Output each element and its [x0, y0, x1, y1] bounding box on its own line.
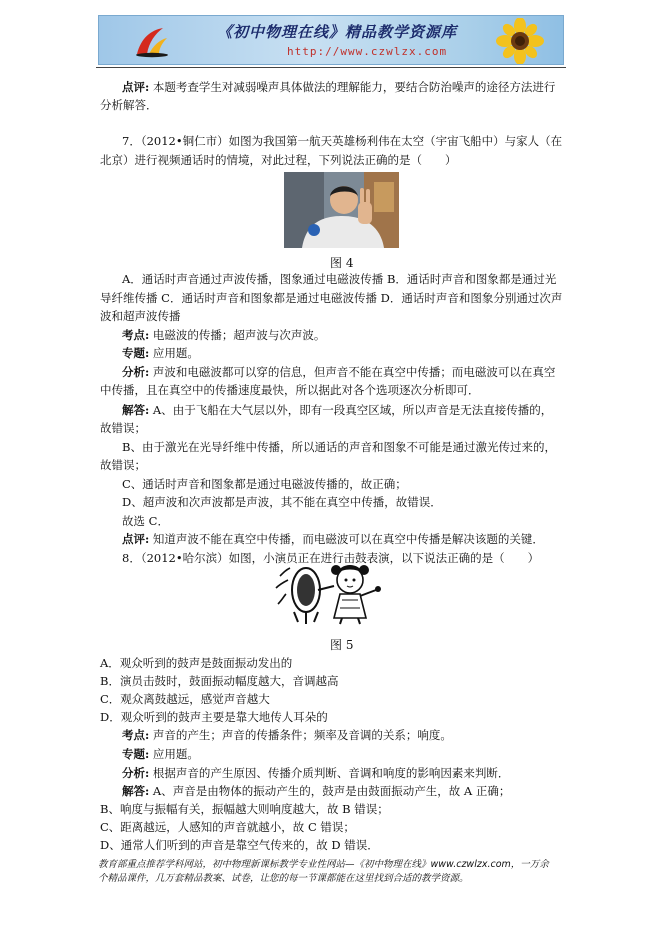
- q7-jieda-label: 解答:: [122, 403, 150, 417]
- footer-line2: 个精品课件，几万套精品教案、试卷，让您的每一节课都能在这里找到合适的教学资源。: [98, 873, 469, 884]
- q8-jieda-line2: B、响度与振幅有关，振幅越大则响度越大，故 B 错误；: [100, 802, 389, 816]
- page-footer: [98, 858, 568, 886]
- comment1-line1: [100, 78, 555, 97]
- q7-zhuanti-text: 应用题。: [149, 346, 199, 360]
- q8-kaodian-text: 声音的产生；声音的传播条件；频率及音调的关系；响度。: [149, 728, 452, 742]
- q7-fenxi-line1: [122, 363, 555, 382]
- q7-dianping-text: 知道声波不能在真空中传播，而电磁波可以在真空中传播是解决该题的关键．: [149, 532, 544, 546]
- q7-options-line3: 波和超声波传播: [100, 309, 181, 323]
- q8-zhuanti: [122, 745, 199, 764]
- q8-jieda-line1: [122, 782, 510, 801]
- site-logo-icon: [133, 24, 171, 58]
- q8-kaodian: [122, 726, 452, 745]
- q8-kaodian-label: 考点:: [122, 728, 150, 742]
- q8-fenxi-text: 根据声音的产生原因、传播介质判断、音调和响度的影响因素来判断．: [149, 766, 510, 780]
- q7-options-line2: 导纤维传播 C．通话时声音和图象都是通过电磁波传播 D．通话时声音和图象分别通过次声: [100, 291, 563, 305]
- drum-performer-illustration: [272, 560, 390, 626]
- q8-option-d: D．观众听到的鼓声主要是靠大地传人耳朵的: [100, 710, 328, 724]
- q7-zhuanti-label: 专题:: [122, 346, 150, 360]
- q8-jieda-line4: D、通常人们听到的声音是靠空气传来的，故 D 错误．: [100, 838, 379, 852]
- header-banner: [98, 15, 564, 65]
- q8-jieda-line3: C、距离越远，人感知的声音就越小，故 C 错误；: [100, 820, 355, 834]
- q7-jieda-line2: 故错误；: [100, 421, 146, 435]
- sunflower-icon: [485, 18, 555, 64]
- q7-fenxi-text1: 声波和电磁波都可以穿的信息，但声音不能在真空中传播；而电磁波可以在真空: [149, 365, 556, 379]
- q8-jieda-text1: A、声音是由物体的振动产生的，鼓声是由鼓面振动产生，故 A 正确；: [149, 784, 511, 798]
- q7-jieda-line5: C、通话时声音和图象都是通过电磁波传播的，故正确；: [122, 477, 407, 491]
- astronaut-photo: [284, 172, 399, 248]
- q7-figure-caption: 图 4: [330, 256, 354, 270]
- q7-kaodian-label: 考点:: [122, 328, 150, 342]
- q8-stem: 8．（2012•哈尔滨）如图，小演员正在进行击鼓表演，以下说法正确的是（ ）: [122, 551, 540, 565]
- q8-fenxi: [122, 764, 509, 783]
- comment1-text1: 本题考查学生对减弱噪声具体做法的理解能力，要结合防治噪声的途径方法进行: [149, 80, 556, 94]
- q7-zhuanti: [122, 344, 199, 363]
- q7-kaodian-text: 电磁波的传播；超声波与次声波。: [149, 328, 326, 342]
- q7-jieda-line6: D、超声波和次声波都是声波，其不能在真空中传播，故错误．: [122, 495, 442, 509]
- q7-jieda-text1: A、由于飞船在大气层以外，即有一段真空区域，所以声音是无法直接传播的，: [149, 403, 553, 417]
- q7-fenxi-label: 分析:: [122, 365, 150, 379]
- footer-line1: 教育部重点推荐学科网站，初中物理新课标教学专业性网站—《初中物理在线》www.czwlzx.com，一万余: [98, 859, 549, 870]
- site-url[interactable]: http://www.czwlzx.com: [287, 45, 448, 58]
- q7-stem-line2: 北京）进行视频通话时的情境，对此过程，下列说法正确的是（ ）: [100, 153, 457, 167]
- q8-figure-caption: 图 5: [330, 638, 354, 652]
- comment1-line2: 分析解答．: [100, 98, 158, 112]
- q8-option-b: B．演员击鼓时，鼓面振动幅度越大，音调越高: [100, 674, 339, 688]
- q7-options-line1: A．通话时声音通过声波传播，图象通过电磁波传播 B．通话时声音和图象都是通过光: [122, 272, 557, 286]
- q7-fenxi-line2: 中传播，且在真空中的传播速度最快，所以据此对各个选项逐次分析即可．: [100, 383, 480, 397]
- q7-stem-line1: 7．（2012•铜仁市）如图为我国第一航天英雄杨利伟在太空（宇宙飞船中）与家人（在: [122, 134, 563, 148]
- q7-dianping: [122, 530, 544, 549]
- q8-fenxi-label: 分析:: [122, 766, 150, 780]
- q7-jieda-line4: 故错误；: [100, 458, 146, 472]
- q8-option-c: C．观众离鼓越远，感觉声音越大: [100, 692, 270, 706]
- q7-jieda-line3: B、由于激光在光导纤维中传播，所以通话的声音和图象不可能是通过激光传过来的，: [122, 440, 556, 454]
- q8-zhuanti-label: 专题:: [122, 747, 150, 761]
- q7-jieda-line7: 故选 C．: [122, 514, 169, 528]
- q7-jieda-line1: [122, 401, 552, 420]
- q7-kaodian: [122, 326, 325, 345]
- comment1-label: 点评:: [122, 80, 150, 94]
- header-divider: [96, 67, 566, 68]
- q8-option-a: A．观众听到的鼓声是鼓面振动发出的: [100, 656, 293, 670]
- site-title: 《初中物理在线》精品教学资源库: [217, 23, 458, 41]
- q7-dianping-label: 点评:: [122, 532, 150, 546]
- q8-zhuanti-text: 应用题。: [149, 747, 199, 761]
- q8-jieda-label: 解答:: [122, 784, 150, 798]
